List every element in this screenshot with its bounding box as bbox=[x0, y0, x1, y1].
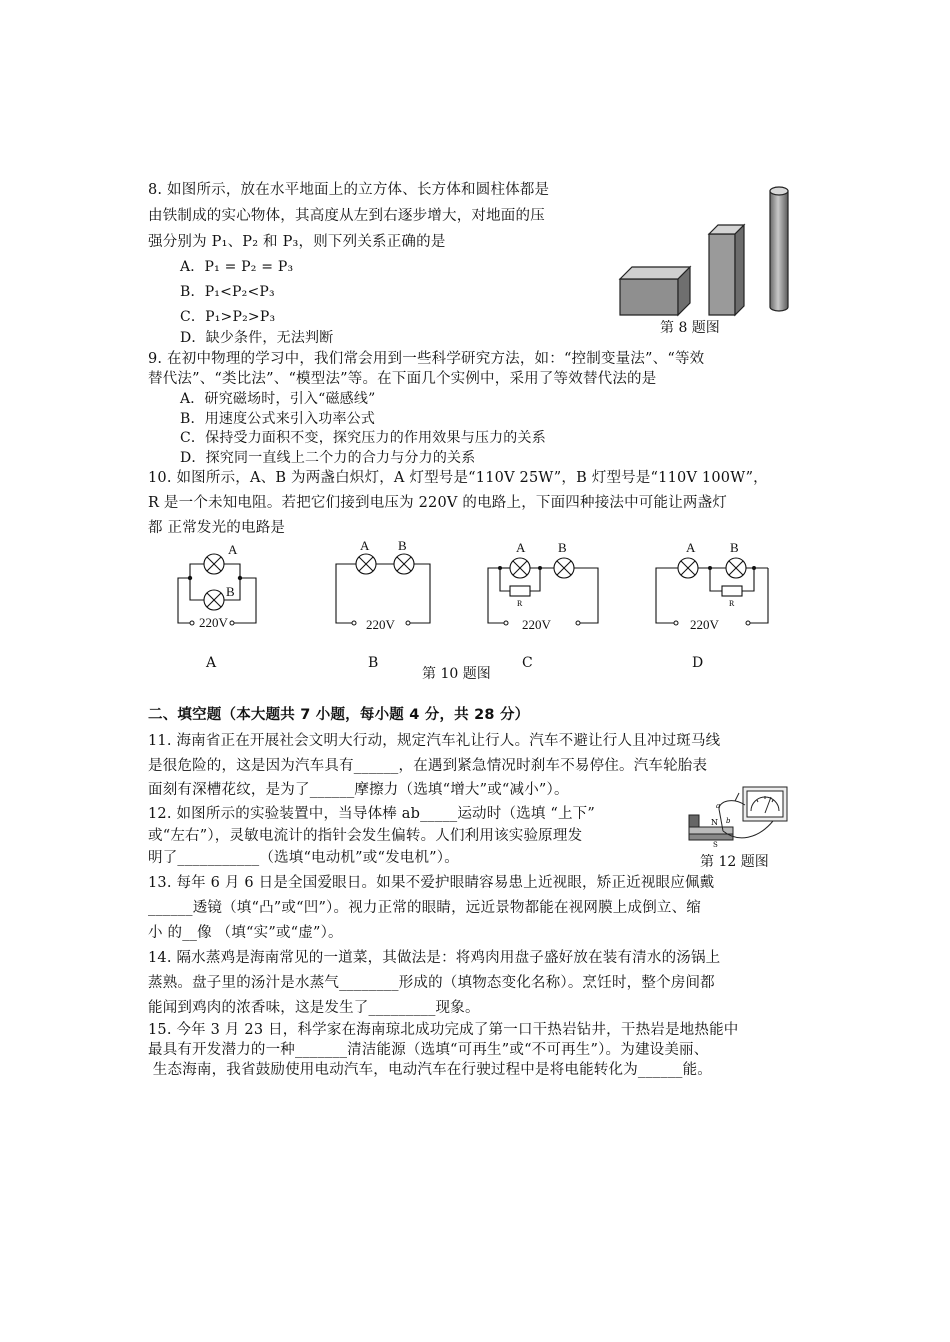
q8-option-c: C．P₁>P₂>P₃ bbox=[180, 309, 276, 325]
q15-line-1: 15. 今年 3 月 23 日，科学家在海南琼北成功完成了第一口干热岩钻井，干热岩是地热能中 bbox=[148, 1022, 739, 1038]
circuit-a-label-a: A bbox=[228, 542, 238, 557]
q10-stem-line-3: 都 正常发光的电路是 bbox=[148, 520, 286, 536]
circuit-d-label-b: B bbox=[730, 540, 739, 555]
circuit-c-label-r: R bbox=[517, 599, 523, 608]
cube-solid bbox=[620, 267, 690, 315]
circuit-b-name: B bbox=[368, 655, 379, 671]
q9-option-c: C．保持受力面积不变，探究压力的作用效果与压力的关系 bbox=[180, 430, 546, 446]
circuit-b-voltage: 220V bbox=[366, 617, 395, 632]
q12-figure-apparatus bbox=[683, 783, 795, 858]
q10-stem-line-1: 10. 如图所示，A、B 为两盏白炽灯，A 灯型号是“110V 25W”，B 灯型号是“110V 100W”， bbox=[148, 470, 768, 486]
q13-line-1: 13. 每年 6 月 6 日是全国爱眼日。如果不爱护眼睛容易患上近视眼，矫正近视眼应佩戴 bbox=[148, 875, 715, 891]
q10-stem-line-2: R 是一个未知电阻。若把它们接到电压为 220V 的电路上，下面四种接法中可能让两盏灯 bbox=[148, 495, 727, 511]
q8-stem-line-3: 强分别为 P₁、P₂ 和 P₃，则下列关系正确的是 bbox=[148, 234, 446, 250]
circuit-c-lamp-b bbox=[554, 558, 574, 578]
q15-line-3: 生态海南，我省鼓励使用电动汽车，电动汽车在行驶过程中是将电能转化为______能。 bbox=[148, 1062, 713, 1078]
circuit-b-lamp-a bbox=[356, 554, 376, 574]
q12-figure-caption: 第 12 题图 bbox=[700, 854, 769, 870]
circuit-d-label-r: R bbox=[729, 599, 735, 608]
circuit-b-diagram bbox=[330, 540, 440, 640]
q9-option-d: D．探究同一直线上二个力的合力与分力的关系 bbox=[180, 450, 476, 466]
q8-figure-solids bbox=[615, 185, 805, 320]
q9-option-a: A．研究磁场时，引入“磁感线” bbox=[180, 391, 376, 407]
circuit-d-lamp-a bbox=[678, 558, 698, 578]
q11-line-3: 面刻有深槽花纹，是为了______摩擦力（选填“增大”或“减小”）。 bbox=[148, 782, 569, 798]
cuboid-solid bbox=[709, 225, 744, 315]
circuit-c-label-b: B bbox=[558, 540, 567, 555]
circuit-d-voltage: 220V bbox=[690, 617, 719, 632]
q12-line-2: 或“左右”），灵敏电流计的指针会发生偏转。人们利用该实验原理发 bbox=[148, 828, 583, 844]
q15-line-2: 最具有开发潜力的一种_______清洁能源（选填“可再生”或“不可再生”）。为建设美丽、 bbox=[148, 1042, 709, 1058]
q8-option-b: B．P₁<P₂<P₃ bbox=[180, 284, 275, 300]
q8-option-a: A．P₁ = P₂ = P₃ bbox=[180, 259, 294, 275]
q11-line-1: 11. 海南省正在开展社会文明大行动，规定汽车礼让行人。汽车不避让行人且冲过斑马线 bbox=[148, 733, 721, 749]
q9-stem-line-1: 9. 在初中物理的学习中，我们常会用到一些科学研究方法，如：“控制变量法”、“等效 bbox=[148, 351, 705, 367]
rod-label-b: b bbox=[726, 817, 731, 825]
q14-line-1: 14. 隔水蒸鸡是海南常见的一道菜，其做法是：将鸡肉用盘子盛好放在装有清水的汤锅上 bbox=[148, 950, 721, 966]
q9-stem-line-2: 替代法”、“类比法”、“模型法”等。在下面几个实例中，采用了等效替代法的是 bbox=[148, 371, 657, 387]
circuit-a-lamp-b bbox=[204, 590, 224, 610]
circuit-a-voltage: 220V bbox=[199, 615, 228, 630]
circuit-c-diagram bbox=[480, 540, 610, 640]
circuit-c-voltage: 220V bbox=[522, 617, 551, 632]
q14-line-3: 能闻到鸡肉的浓香味，这是发生了_________现象。 bbox=[148, 1000, 480, 1016]
galvanometer bbox=[743, 787, 787, 821]
q8-option-d: D．缺少条件，无法判断 bbox=[180, 330, 334, 346]
circuit-d-name: D bbox=[692, 655, 704, 671]
circuit-c-label-a: A bbox=[516, 540, 526, 555]
q12-line-1: 12. 如图所示的实验装置中，当导体棒 ab_____运动时（选填 “上下” bbox=[148, 806, 595, 822]
cylinder-solid bbox=[770, 187, 788, 311]
circuit-b-lamp-b bbox=[394, 554, 414, 574]
rod-label-a: a bbox=[716, 802, 721, 810]
q8-stem-line-1: 8. 如图所示，放在水平地面上的立方体、长方体和圆柱体都是 bbox=[148, 182, 550, 198]
magnet-label-n: N bbox=[711, 818, 718, 827]
q8-figure-caption: 第 8 题图 bbox=[660, 320, 720, 336]
q8-stem-line-2: 由铁制成的实心物体，其高度从左到右逐步增大，对地面的压 bbox=[148, 208, 545, 224]
circuit-d-diagram bbox=[650, 540, 780, 640]
q13-line-2: ______透镜（填“凸”或“凹”）。视力正常的眼睛，远近景物都能在视网膜上成倒立、缩 bbox=[148, 900, 701, 916]
q9-option-b: B．用速度公式来引入功率公式 bbox=[180, 411, 376, 427]
q14-line-2: 蒸熟。盘子里的汤汁是水蒸气________形成的（填物态变化名称）。烹饪时，整个房间都 bbox=[148, 975, 715, 991]
circuit-a-diagram bbox=[170, 540, 270, 640]
circuit-a-lamp-a bbox=[204, 554, 224, 574]
circuit-a-name: A bbox=[206, 655, 217, 671]
circuit-a-label-b: B bbox=[226, 584, 235, 599]
q13-line-3: 小 的__像 （填“实”或“虚”）。 bbox=[148, 925, 343, 941]
circuit-c-lamp-a bbox=[510, 558, 530, 578]
circuit-d-lamp-b bbox=[726, 558, 746, 578]
q12-line-3: 明了___________（选填“电动机”或“发电机”）。 bbox=[148, 850, 459, 866]
q11-line-2: 是很危险的，这是因为汽车具有______，在遇到紧急情况时刹车不易停住。汽车轮胎表 bbox=[148, 758, 708, 774]
circuit-d-label-a: A bbox=[686, 540, 696, 555]
q10-figure-caption: 第 10 题图 bbox=[422, 666, 491, 682]
circuit-b-label-a: A bbox=[360, 538, 370, 553]
section-2-heading: 二、填空题（本大题共 7 小题，每小题 4 分，共 28 分） bbox=[148, 707, 530, 723]
circuit-c-resistor bbox=[510, 586, 530, 596]
circuit-b-label-b: B bbox=[398, 538, 407, 553]
magnet-label-s: S bbox=[713, 841, 718, 849]
circuit-d-resistor bbox=[722, 586, 742, 596]
circuit-c-name: C bbox=[522, 655, 533, 671]
